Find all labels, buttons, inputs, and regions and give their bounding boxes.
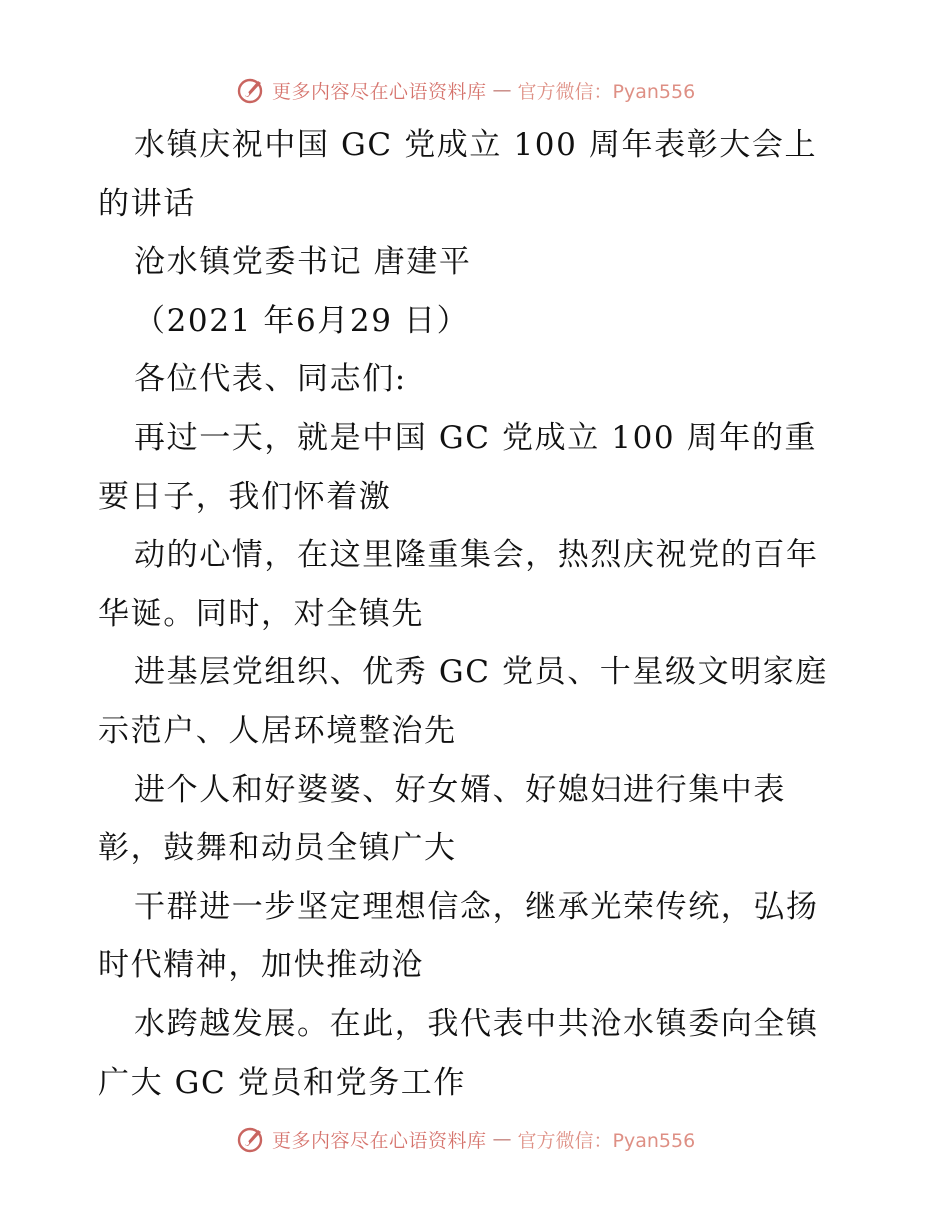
- title-line-1: 水镇庆祝中国 GC 党成立 100 周年表彰大会上: [134, 127, 818, 163]
- paragraph-line: 动的心情，在这里隆重集会，热烈庆祝党的百年: [134, 537, 819, 574]
- paragraph-line: 再过一天，就是中国 GC 党成立 100 周年的重: [134, 419, 818, 456]
- paragraph-line: 进基层党组织、优秀 GC 党员、十星级文明家庭: [134, 654, 828, 691]
- paragraph-line: 干群进一步坚定理想信念，继承光荣传统，弘扬: [134, 888, 819, 925]
- paragraph-line: 彰，鼓舞和动员全镇广大: [98, 830, 457, 867]
- salutation-line: 各位代表、同志们:: [134, 361, 407, 398]
- paragraph-line: 进个人和好婆婆、好女婿、好媳妇进行集中表: [134, 771, 786, 808]
- watermark-dash: —: [492, 79, 512, 101]
- paragraph-line: 时代精神，加快推动沧: [98, 947, 425, 984]
- paragraph-line: 示范户、人居环境整治先: [98, 712, 457, 749]
- paragraph-line: 广大 GC 党员和党务工作: [98, 1064, 466, 1101]
- watermark-header: [236, 73, 695, 107]
- watermark-contact: 官方微信：Pyan556: [517, 1129, 696, 1152]
- quill-logo-icon: [236, 1124, 266, 1154]
- watermark-text: 更多内容尽在心语资料库: [272, 80, 487, 103]
- watermark-footer: [236, 1122, 695, 1156]
- watermark-dash: —: [492, 1128, 512, 1150]
- document-body: [98, 116, 858, 1112]
- watermark-contact: 官方微信：Pyan556: [517, 80, 696, 103]
- paragraph-line: 要日子，我们怀着激: [98, 478, 392, 515]
- title-line-2: 的讲话: [98, 185, 196, 222]
- quill-logo-icon: [236, 75, 266, 105]
- watermark-text: 更多内容尽在心语资料库: [272, 1129, 487, 1152]
- paragraph-line: 华诞。同时，对全镇先: [98, 595, 424, 632]
- paragraph-line: 水跨越发展。在此，我代表中共沧水镇委向全镇: [134, 1005, 819, 1042]
- author-line: 沧水镇党委书记 唐建平: [134, 244, 472, 281]
- date-line: （2021 年6月29 日）: [134, 302, 470, 339]
